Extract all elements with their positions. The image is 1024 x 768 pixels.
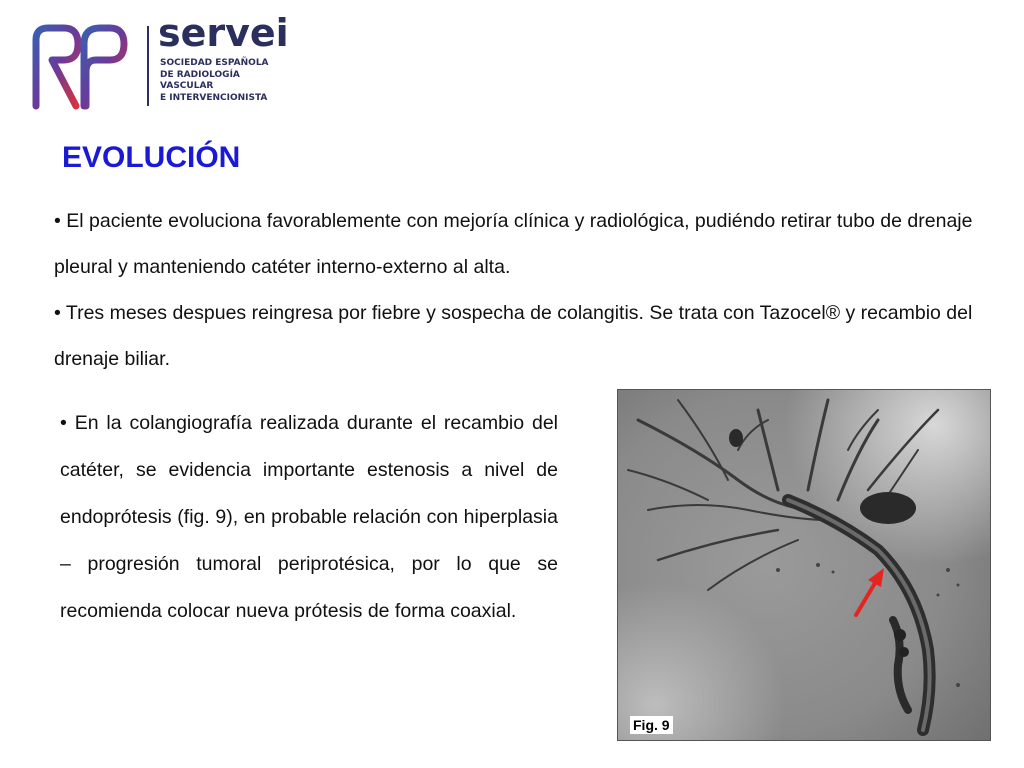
- cholangiography-image: [618, 390, 990, 740]
- bullet-paragraph: • El paciente evoluciona favorablemente con mejoría clínica y radiológica, pudiéndo retirar tubo de drenaje pleural y manteniendo catéter interno-externo al alta.: [54, 210, 973, 278]
- left-bullet-paragraph: • En la colangiografía realizada durante el recambio del catéter, se evidencia importante estenosis a nivel de endoprótesis (fig. 9), en probable relación con hiperplasia – progresión tumoral periprotésica, por lo que se recomienda colocar nueva prótesis de forma coaxial.: [60, 412, 558, 622]
- servei-logo: [30, 11, 290, 118]
- figure-label: Fig. 9: [630, 716, 673, 734]
- logo-subtitle-line: E INTERVENCIONISTA: [160, 92, 268, 103]
- logo-divider: [147, 26, 149, 106]
- top-bullets: [54, 198, 1014, 382]
- logo-subtitle: [160, 58, 269, 104]
- servei-logo-mark-icon: [30, 22, 130, 112]
- bullet-paragraph: • Tres meses despues reingresa por fiebre y sospecha de colangitis. Se trata con Tazocel® y recambio del drenaje biliar.: [54, 302, 973, 370]
- logo-subtitle-line: SOCIEDAD ESPAÑOLA: [160, 58, 269, 68]
- logo-subtitle-line: VASCULAR: [160, 81, 214, 91]
- slide-title: EVOLUCIÓN: [62, 141, 241, 174]
- logo-wordmark: servei: [158, 11, 289, 55]
- cholangiography-figure: [617, 389, 991, 741]
- logo-subtitle-line: DE RADIOLOGÍA: [160, 69, 240, 80]
